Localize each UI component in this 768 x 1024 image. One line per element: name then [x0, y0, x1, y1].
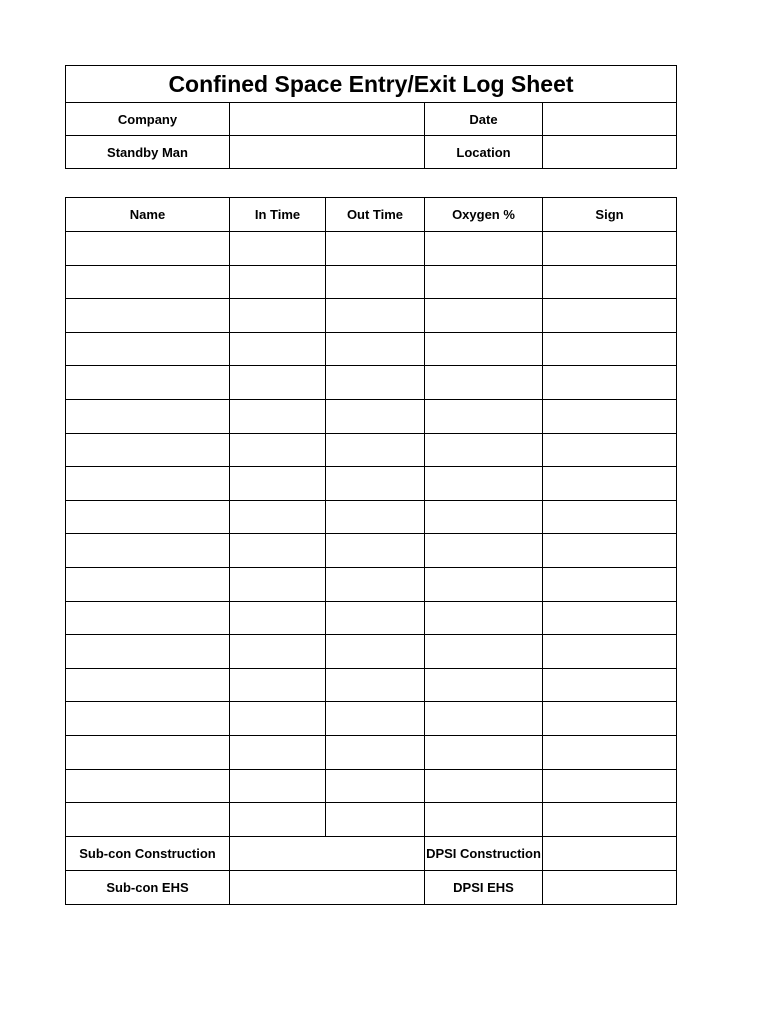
- log-table: [65, 197, 677, 905]
- subcon-ehs-label: Sub-con EHS: [66, 870, 230, 904]
- oxygen-cell[interactable]: [425, 299, 543, 333]
- out-time-cell[interactable]: [326, 433, 425, 467]
- sign-cell[interactable]: [543, 803, 677, 837]
- oxygen-cell[interactable]: [425, 803, 543, 837]
- log-row: [66, 567, 677, 601]
- dpsi-construction-label: DPSI Construction: [425, 836, 543, 870]
- in-time-cell[interactable]: [230, 534, 326, 568]
- out-time-cell[interactable]: [326, 803, 425, 837]
- log-row: [66, 702, 677, 736]
- oxygen-cell[interactable]: [425, 735, 543, 769]
- standby-man-field[interactable]: [230, 136, 425, 169]
- name-cell[interactable]: [66, 769, 230, 803]
- log-row: [66, 500, 677, 534]
- out-time-cell[interactable]: [326, 601, 425, 635]
- sign-cell[interactable]: [543, 769, 677, 803]
- oxygen-cell[interactable]: [425, 702, 543, 736]
- column-header-name: Name: [66, 198, 230, 232]
- in-time-cell[interactable]: [230, 299, 326, 333]
- oxygen-cell[interactable]: [425, 366, 543, 400]
- company-label: Company: [66, 103, 230, 136]
- in-time-cell[interactable]: [230, 668, 326, 702]
- oxygen-cell[interactable]: [425, 668, 543, 702]
- standby-man-label: Standby Man: [66, 136, 230, 169]
- sign-cell[interactable]: [543, 567, 677, 601]
- in-time-cell[interactable]: [230, 500, 326, 534]
- name-cell[interactable]: [66, 735, 230, 769]
- log-row: [66, 467, 677, 501]
- out-time-cell[interactable]: [326, 500, 425, 534]
- oxygen-cell[interactable]: [425, 567, 543, 601]
- signoff-row-ehs: [66, 870, 677, 904]
- name-cell[interactable]: [66, 332, 230, 366]
- subcon-construction-field[interactable]: [230, 836, 425, 870]
- column-header-oxygen: Oxygen %: [425, 198, 543, 232]
- in-time-cell[interactable]: [230, 366, 326, 400]
- out-time-cell[interactable]: [326, 467, 425, 501]
- name-cell[interactable]: [66, 601, 230, 635]
- out-time-cell[interactable]: [326, 399, 425, 433]
- sign-cell[interactable]: [543, 232, 677, 266]
- in-time-cell[interactable]: [230, 232, 326, 266]
- in-time-cell[interactable]: [230, 735, 326, 769]
- sign-cell[interactable]: [543, 399, 677, 433]
- log-row: [66, 769, 677, 803]
- name-cell[interactable]: [66, 366, 230, 400]
- out-time-cell[interactable]: [326, 299, 425, 333]
- sign-cell[interactable]: [543, 265, 677, 299]
- in-time-cell[interactable]: [230, 601, 326, 635]
- oxygen-cell[interactable]: [425, 635, 543, 669]
- name-cell[interactable]: [66, 265, 230, 299]
- sign-cell[interactable]: [543, 601, 677, 635]
- oxygen-cell[interactable]: [425, 265, 543, 299]
- oxygen-cell[interactable]: [425, 332, 543, 366]
- oxygen-cell[interactable]: [425, 467, 543, 501]
- name-cell[interactable]: [66, 467, 230, 501]
- oxygen-cell[interactable]: [425, 399, 543, 433]
- in-time-cell[interactable]: [230, 332, 326, 366]
- subcon-construction-label: Sub-con Construction: [66, 836, 230, 870]
- oxygen-cell[interactable]: [425, 232, 543, 266]
- out-time-cell[interactable]: [326, 265, 425, 299]
- oxygen-cell[interactable]: [425, 433, 543, 467]
- sign-cell[interactable]: [543, 500, 677, 534]
- oxygen-cell[interactable]: [425, 534, 543, 568]
- name-cell[interactable]: [66, 567, 230, 601]
- header-table: [65, 65, 677, 169]
- sign-cell[interactable]: [543, 702, 677, 736]
- in-time-cell[interactable]: [230, 467, 326, 501]
- name-cell[interactable]: [66, 803, 230, 837]
- name-cell[interactable]: [66, 534, 230, 568]
- in-time-cell[interactable]: [230, 567, 326, 601]
- location-field[interactable]: [543, 136, 677, 169]
- name-cell[interactable]: [66, 500, 230, 534]
- out-time-cell[interactable]: [326, 366, 425, 400]
- out-time-cell[interactable]: [326, 702, 425, 736]
- log-row: [66, 265, 677, 299]
- column-header-out-time: Out Time: [326, 198, 425, 232]
- sign-cell[interactable]: [543, 467, 677, 501]
- in-time-cell[interactable]: [230, 399, 326, 433]
- out-time-cell[interactable]: [326, 635, 425, 669]
- log-row: [66, 803, 677, 837]
- name-cell[interactable]: [66, 232, 230, 266]
- column-header-in-time: In Time: [230, 198, 326, 232]
- out-time-cell[interactable]: [326, 332, 425, 366]
- log-header-row: [66, 198, 677, 232]
- sign-cell[interactable]: [543, 635, 677, 669]
- name-cell[interactable]: [66, 299, 230, 333]
- log-row: [66, 735, 677, 769]
- log-body: [66, 232, 677, 837]
- out-time-cell[interactable]: [326, 232, 425, 266]
- in-time-cell[interactable]: [230, 702, 326, 736]
- in-time-cell[interactable]: [230, 265, 326, 299]
- sign-cell[interactable]: [543, 668, 677, 702]
- log-row: [66, 232, 677, 266]
- out-time-cell[interactable]: [326, 534, 425, 568]
- oxygen-cell[interactable]: [425, 500, 543, 534]
- name-cell[interactable]: [66, 668, 230, 702]
- sign-cell[interactable]: [543, 299, 677, 333]
- date-field[interactable]: [543, 103, 677, 136]
- oxygen-cell[interactable]: [425, 769, 543, 803]
- oxygen-cell[interactable]: [425, 601, 543, 635]
- dpsi-ehs-field[interactable]: [543, 870, 677, 904]
- log-row: [66, 635, 677, 669]
- log-row: [66, 668, 677, 702]
- sign-cell[interactable]: [543, 332, 677, 366]
- company-field[interactable]: [230, 103, 425, 136]
- out-time-cell[interactable]: [326, 668, 425, 702]
- log-row: [66, 366, 677, 400]
- name-cell[interactable]: [66, 635, 230, 669]
- in-time-cell[interactable]: [230, 803, 326, 837]
- in-time-cell[interactable]: [230, 635, 326, 669]
- subcon-ehs-field[interactable]: [230, 870, 425, 904]
- log-row: [66, 399, 677, 433]
- out-time-cell[interactable]: [326, 735, 425, 769]
- log-row: [66, 433, 677, 467]
- sign-cell[interactable]: [543, 735, 677, 769]
- page-title: Confined Space Entry/Exit Log Sheet: [66, 66, 677, 103]
- out-time-cell[interactable]: [326, 567, 425, 601]
- name-cell[interactable]: [66, 433, 230, 467]
- out-time-cell[interactable]: [326, 769, 425, 803]
- in-time-cell[interactable]: [230, 769, 326, 803]
- column-header-sign: Sign: [543, 198, 677, 232]
- location-label: Location: [425, 136, 543, 169]
- name-cell[interactable]: [66, 702, 230, 736]
- log-row: [66, 601, 677, 635]
- dpsi-construction-field[interactable]: [543, 836, 677, 870]
- name-cell[interactable]: [66, 399, 230, 433]
- sign-cell[interactable]: [543, 366, 677, 400]
- log-row: [66, 332, 677, 366]
- log-row: [66, 534, 677, 568]
- sign-cell[interactable]: [543, 534, 677, 568]
- date-label: Date: [425, 103, 543, 136]
- in-time-cell[interactable]: [230, 433, 326, 467]
- dpsi-ehs-label: DPSI EHS: [425, 870, 543, 904]
- signoff-row-construction: [66, 836, 677, 870]
- sign-cell[interactable]: [543, 433, 677, 467]
- log-row: [66, 299, 677, 333]
